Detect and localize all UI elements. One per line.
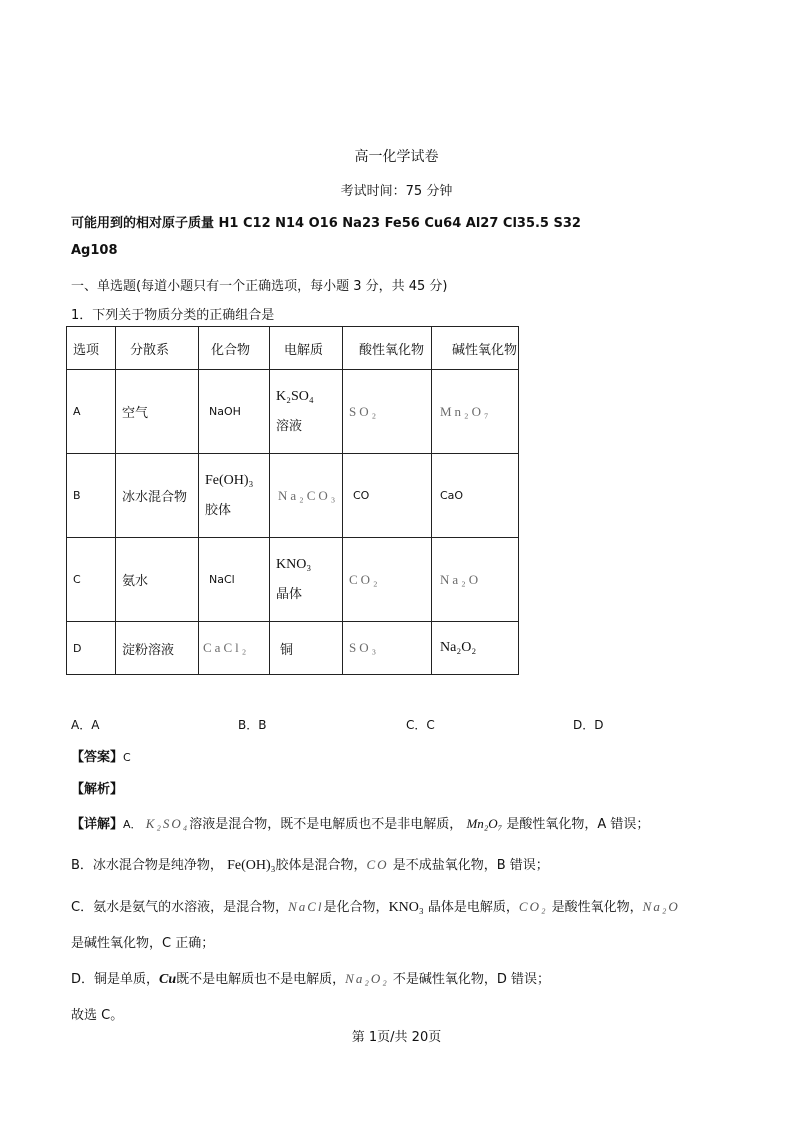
header-cell: 酸性氧化物 xyxy=(359,342,425,358)
detail-text: A． xyxy=(123,818,142,831)
detail-text: 不是碱性氧化物，D 错误； xyxy=(388,972,551,987)
detail-text: 是酸性氧化物，A 错误； xyxy=(502,817,650,832)
electrolyte-formula: K₂SO₄ xyxy=(276,389,314,404)
dispersion-cell: 淀粉溶液 xyxy=(122,642,175,658)
formula: CO₂ xyxy=(518,899,548,914)
acid-oxide-cell: SO₂ xyxy=(349,403,380,419)
formula: NaCl xyxy=(288,899,324,914)
detail-line-c2: 是碱性氧化物，C 正确； xyxy=(71,936,215,951)
table-row xyxy=(67,370,519,454)
atomic-mass-line: 可能用到的相对原子质量 H1 C12 N14 O16 Na23 Fe56 Cu64 Al27 Cl35.5 S32 xyxy=(71,216,581,231)
compound-note: 胶体 xyxy=(205,503,232,518)
detail-text: 溶液是混合物，既不是电解质也不是非电解质， xyxy=(189,817,463,832)
section-title: 一、单选题(每道小题只有一个正确选项，每小题 3 分，共 45 分) xyxy=(71,279,448,294)
choice-d: D．D xyxy=(573,718,604,732)
option-cell: D xyxy=(73,641,82,655)
classification-table xyxy=(66,326,519,675)
choice-c: C．C xyxy=(406,718,435,732)
electrolyte-cell: 铜 xyxy=(280,642,294,658)
base-oxide-cell: Na₂O₂ xyxy=(440,640,477,655)
exam-time: 考试时间：75 分钟 xyxy=(340,184,453,199)
formula: CO xyxy=(366,857,389,872)
page-number: 第 1页/共 20页 xyxy=(351,1030,442,1045)
answer-label: 【答案】 xyxy=(71,750,124,765)
detail-text: 是酸性氧化物， xyxy=(547,900,643,915)
formula: Na₂O₂ xyxy=(345,971,389,986)
detail-line-b xyxy=(71,854,549,874)
detail-text: 胶体是混合物， xyxy=(275,858,367,873)
detail-text: 晶体是电解质， xyxy=(423,900,519,915)
detail-line-c xyxy=(71,896,680,916)
compound-cell: CaCl₂ xyxy=(203,640,250,655)
formula: KNO₃ xyxy=(388,900,424,915)
page-title: 高一化学试卷 xyxy=(354,149,439,165)
detail-text: 是化合物， xyxy=(323,900,389,915)
answer-line xyxy=(71,746,131,765)
compound-cell: NaOH xyxy=(209,405,241,418)
formula: Fe(OH)₃ xyxy=(227,858,276,873)
detail-text: 是不成盐氧化物，B 错误； xyxy=(388,858,549,873)
choice-a: A．A xyxy=(71,718,100,732)
electrolyte-formula: KNO₃ xyxy=(276,557,312,572)
header-cell: 化合物 xyxy=(211,342,251,358)
dispersion-cell: 氨水 xyxy=(122,574,149,589)
conclusion: 故选 C。 xyxy=(71,1008,124,1023)
option-cell: C xyxy=(73,573,81,586)
answer-value: C xyxy=(123,751,131,764)
formula: Cu xyxy=(159,972,177,987)
table-row xyxy=(67,454,519,538)
question-stem: 1．下列关于物质分类的正确组合是 xyxy=(71,308,275,323)
detail-text: B．冰水混合物是纯净物， xyxy=(71,858,223,873)
electrolyte-cell: Na₂CO₃ xyxy=(278,487,339,503)
option-cell: B xyxy=(73,489,81,502)
acid-oxide-cell: SO₃ xyxy=(349,640,380,655)
electrolyte-note: 晶体 xyxy=(276,587,303,602)
formula: K₂SO₄ xyxy=(145,816,190,831)
option-cell: A xyxy=(73,405,81,418)
detail-text: C．氨水是氨气的水溶液，是混合物， xyxy=(71,900,289,915)
base-oxide-cell: Na₂O xyxy=(440,571,482,587)
header-cell: 电解质 xyxy=(284,342,324,358)
detail-text: 既不是电解质也不是电解质， xyxy=(176,972,346,987)
header-cell: 分散系 xyxy=(130,342,170,358)
analysis-label: 【解析】 xyxy=(71,782,124,797)
choice-b: B．B xyxy=(238,718,267,732)
base-oxide-cell: CaO xyxy=(440,489,464,502)
base-oxide-cell: Mn₂O₇ xyxy=(440,403,492,419)
detail-line-d xyxy=(71,968,550,988)
compound-cell: NaCl xyxy=(209,573,235,586)
formula: Mn₂O₇ xyxy=(466,816,503,831)
electrolyte-note: 溶液 xyxy=(276,419,303,434)
dispersion-cell: 冰水混合物 xyxy=(122,490,188,505)
acid-oxide-cell: CO xyxy=(353,489,370,502)
detail-label: 【详解】 xyxy=(71,817,124,832)
table-header-row xyxy=(67,327,519,370)
header-cell: 选项 xyxy=(73,342,100,358)
detail-text: D．铜是单质， xyxy=(71,972,160,987)
atomic-mass-line-continued: Ag108 xyxy=(71,243,118,258)
detail-line-a xyxy=(71,813,649,832)
acid-oxide-cell: CO₂ xyxy=(349,571,381,587)
compound-formula: Fe(OH)₃ xyxy=(205,473,254,488)
dispersion-cell: 空气 xyxy=(122,406,149,421)
header-cell: 碱性氧化物 xyxy=(452,342,518,358)
table-row xyxy=(67,538,519,622)
formula: Na₂O xyxy=(642,899,680,914)
table-row xyxy=(67,622,519,675)
